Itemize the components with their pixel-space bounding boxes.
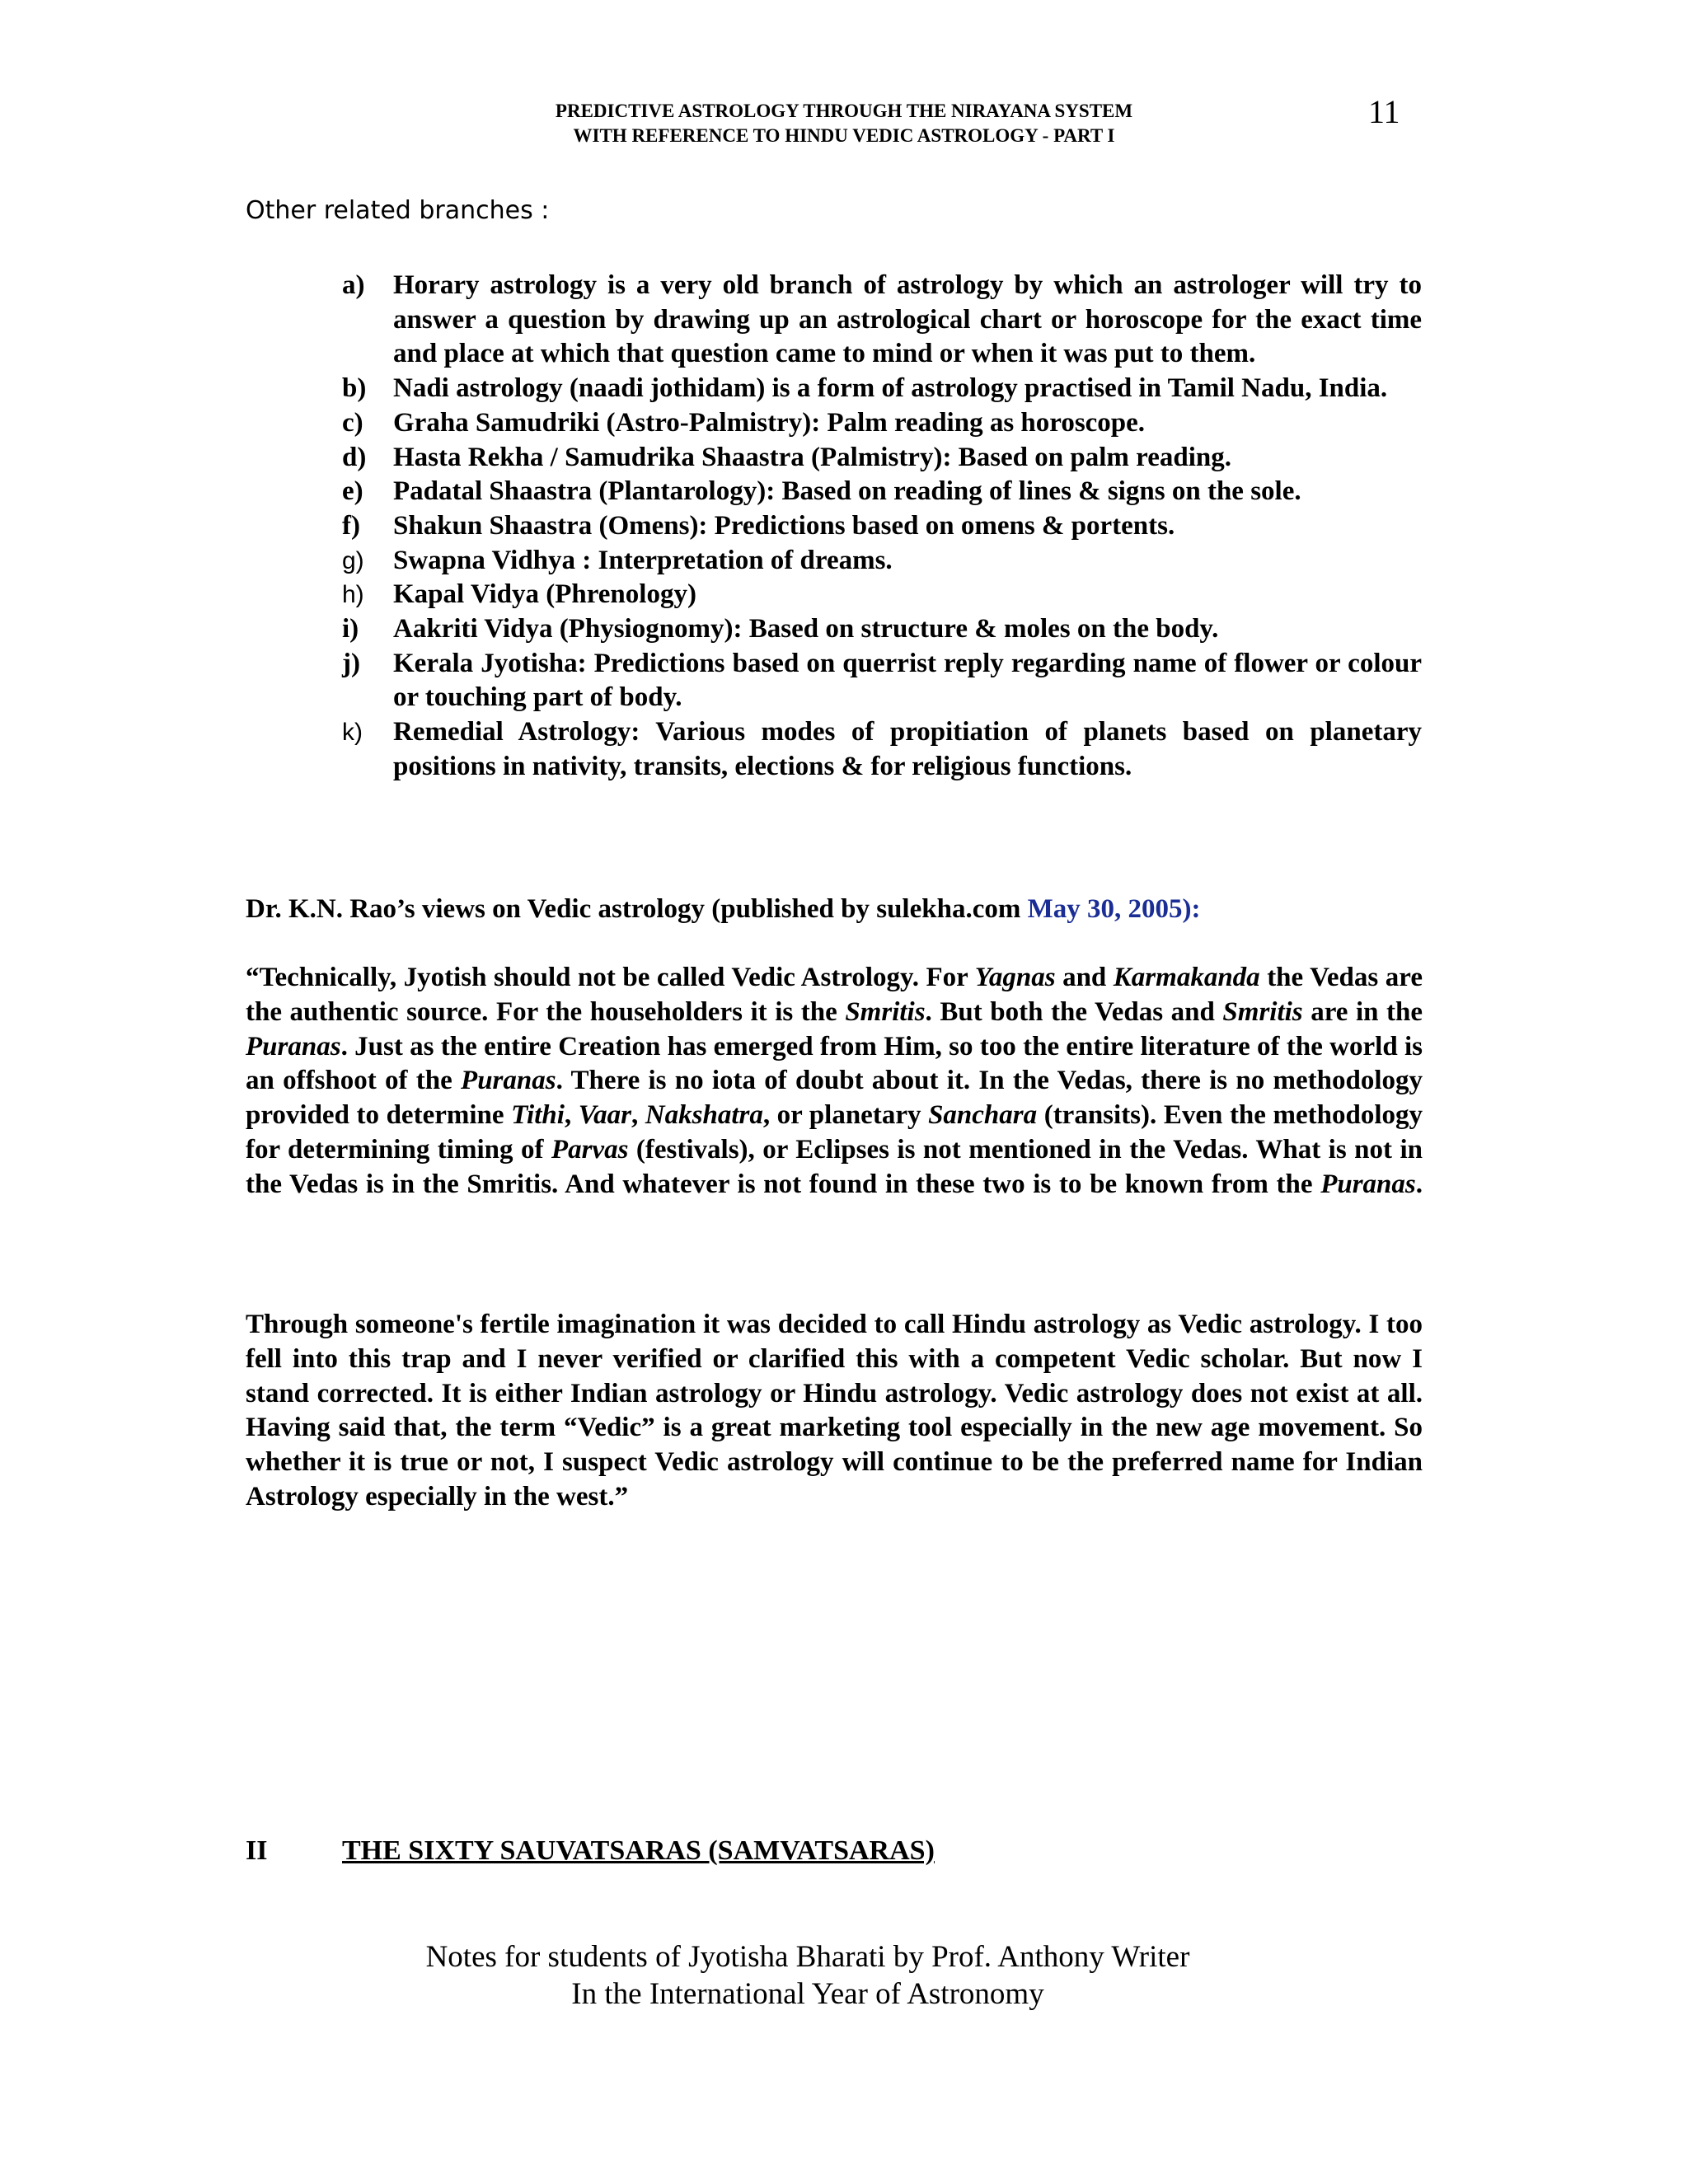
quote-term: Sanchara	[928, 1100, 1038, 1131]
list-item-text: Kapal Vidya (Phrenology)	[393, 579, 696, 610]
list-marker: f)	[342, 510, 360, 541]
quote-text: . Just as the entire Creation has emerged from Him, so too the entire literature of the world is an offshoot of the	[246, 1031, 1423, 1096]
quote-paragraph-2: Through someone's fertile imagination it was decided to call Hindu astrology as Vedic astrology. I too fell into this trap and I never verified or clarified this with a competent Vedic scholar. But now I stand corrected. It is either Indian astrology or Hindu astrology. Vedic astrology does not exist at all. Having said that, the term “Vedic” is a great marketing tool especially in the new age movement. So whether it is true or not, I suspect Vedic astrology will continue to be the preferred name for Indian Astrology especially in the west.”	[246, 1310, 1423, 1511]
list-item-text: Horary astrology is a very old branch of astrology by which an astrologer will try to answer a question by drawing up an astrological chart or horoscope for the exact time and place at which that question came to mind or when it was put to them.	[393, 270, 1422, 369]
quote-text: . But both the Vedas and	[925, 996, 1223, 1027]
quote-text: ,	[564, 1100, 579, 1131]
section-title: THE SIXTY SAUVATSARAS (SAMVATSARAS)	[342, 1835, 935, 1866]
list-marker: c)	[342, 407, 363, 438]
quote-text: . There is no iota of doubt about it. In the Vedas, there is no methodology provided to determine	[246, 1066, 1423, 1131]
quote-term: Puranas	[461, 1066, 556, 1096]
list-marker: i)	[342, 614, 359, 644]
list-marker: a)	[342, 270, 365, 300]
list-item	[342, 544, 1422, 579]
quote-text: , or planetary	[762, 1100, 929, 1131]
page-footer	[0, 1938, 1615, 2013]
list-item	[342, 269, 1422, 372]
list-item-text: Hasta Rekha / Samudrika Shaastra (Palmistry): Based on palm reading.	[393, 442, 1231, 472]
quote-paragraph-1	[246, 961, 1423, 1202]
quote-text: the Vedas are the authentic source. For the householders it is the	[246, 963, 1423, 1027]
quote-term: Vaar	[578, 1100, 631, 1131]
list-marker: j)	[342, 648, 360, 678]
list-item-text: Remedial Astrology: Various modes of propitiation of planets based on planetary positions in nativity, transits, elections & for religious functions.	[393, 717, 1422, 781]
quote-text: .	[1415, 1169, 1423, 1199]
list-item	[342, 475, 1422, 509]
views-date-link[interactable]: May 30, 2005):	[1027, 894, 1201, 924]
quote-term: Nakshatra	[645, 1100, 763, 1131]
quote-text: (transits). Even the methodology for determining timing of	[246, 1100, 1423, 1165]
header-line-1: PREDICTIVE ASTROLOGY THROUGH THE NIRAYANA SYSTEM	[555, 101, 1133, 121]
header-line-2: WITH REFERENCE TO HINDU VEDIC ASTROLOGY - PART I	[573, 125, 1115, 146]
list-item-text: Nadi astrology (naadi jothidam) is a form of astrology practised in Tamil Nadu, India.	[393, 373, 1388, 404]
list-item	[342, 715, 1422, 784]
list-item-text: Swapna Vidhya : Interpretation of dreams.	[393, 545, 893, 575]
list-item-text: Aakriti Vidya (Physiognomy): Based on structure & moles on the body.	[393, 614, 1219, 644]
list-marker: h)	[342, 581, 364, 609]
section-number: II	[246, 1835, 268, 1866]
list-item-text: Padatal Shaastra (Plantarology): Based on reading of lines & signs on the sole.	[393, 476, 1301, 507]
list-item	[342, 406, 1422, 441]
list-marker: d)	[342, 442, 367, 472]
list-item-text: Shakun Shaastra (Omens): Predictions based on omens & portents.	[393, 510, 1175, 541]
list-item	[342, 578, 1422, 612]
footer-line-1: Notes for students of Jyotisha Bharati by Prof. Anthony Writer	[425, 1940, 1190, 1974]
footer-line-2: In the International Year of Astronomy	[571, 1977, 1044, 2011]
page-number: 11	[1368, 93, 1400, 130]
branches-heading: Other related branches :	[246, 196, 550, 225]
list-marker: k)	[342, 719, 363, 747]
quote-term: Tithi	[511, 1100, 565, 1131]
list-marker: g)	[342, 546, 364, 574]
list-item	[342, 441, 1422, 476]
quote-term: Smritis	[845, 996, 926, 1027]
list-item	[342, 509, 1422, 544]
views-heading	[246, 892, 1424, 926]
list-item	[342, 372, 1422, 406]
quote-term: Parvas	[551, 1134, 629, 1165]
quote-term: Puranas	[1320, 1169, 1416, 1199]
quote-text: are in the	[1302, 996, 1423, 1027]
quote-text: (festivals), or Eclipses is not mentioned in the Vedas. What is not in the Vedas is in the Smritis. And whatever is not found in these two is to be known from the	[246, 1134, 1423, 1199]
quote-text: “Technically, Jyotish should not be called Vedic Astrology. For	[246, 963, 975, 992]
quote-term: Karmakanda	[1113, 963, 1260, 992]
quote-term: Yagnas	[974, 963, 1056, 992]
list-marker: e)	[342, 476, 363, 507]
list-item-text: Kerala Jyotisha: Predictions based on querrist reply regarding name of flower or colour or touching part of body.	[393, 648, 1422, 713]
quote-text: ,	[631, 1100, 645, 1131]
views-prefix: Dr. K.N. Rao’s views on Vedic astrology (published by sulekha.com	[246, 894, 1028, 924]
quote-term: Smritis	[1222, 996, 1303, 1027]
list-item	[342, 612, 1422, 647]
branches-list	[342, 269, 1422, 785]
quote-term: Puranas	[246, 1031, 341, 1062]
list-item	[342, 647, 1422, 715]
quote-text: and	[1055, 963, 1114, 992]
list-item-text: Graha Samudriki (Astro-Palmistry): Palm reading as horoscope.	[393, 407, 1146, 438]
list-marker: b)	[342, 373, 367, 404]
